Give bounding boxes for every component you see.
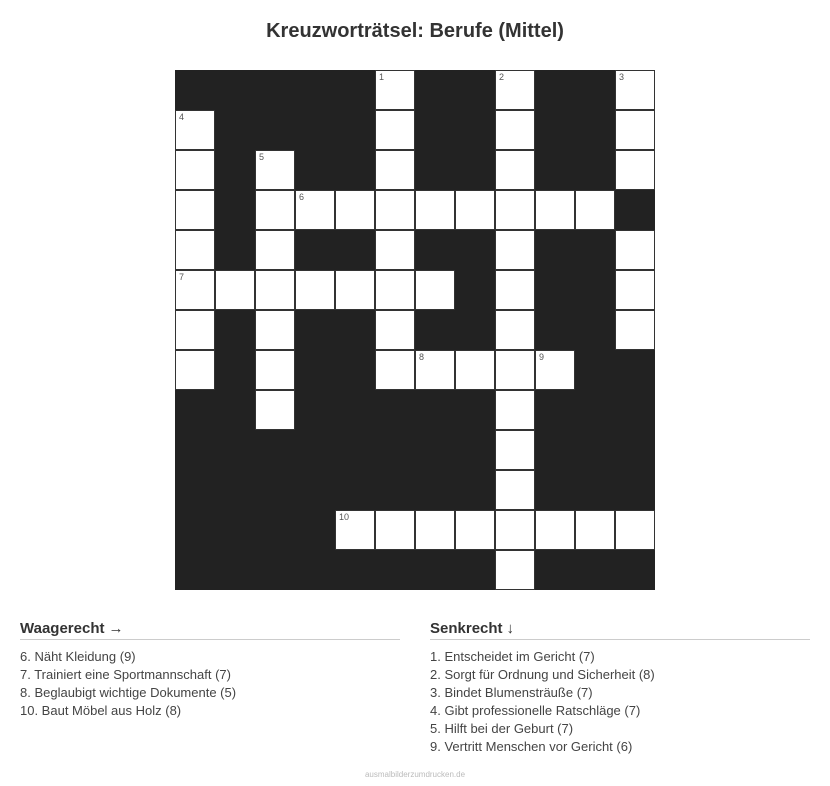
grid-block	[535, 470, 575, 510]
grid-block	[535, 430, 575, 470]
grid-cell[interactable]	[415, 190, 455, 230]
grid-cell[interactable]	[455, 510, 495, 550]
grid-block	[215, 470, 255, 510]
across-clue: 8. Beglaubigt wichtige Dokumente (5)	[20, 685, 237, 700]
grid-block	[295, 310, 335, 350]
grid-cell[interactable]	[335, 510, 375, 550]
grid-cell[interactable]	[575, 190, 615, 230]
across-heading-label: Waagerecht	[20, 620, 105, 637]
grid-block	[455, 110, 495, 150]
grid-cell[interactable]	[415, 270, 455, 310]
grid-cell[interactable]	[495, 270, 535, 310]
down-clue: 3. Bindet Blumensträuße (7)	[430, 685, 593, 700]
grid-block	[575, 270, 615, 310]
crossword-grid	[175, 70, 655, 590]
grid-block	[295, 470, 335, 510]
clue-number: 5	[259, 152, 265, 162]
grid-cell[interactable]	[375, 310, 415, 350]
grid-block	[455, 310, 495, 350]
grid-cell[interactable]	[495, 430, 535, 470]
grid-cell[interactable]	[375, 110, 415, 150]
grid-cell[interactable]	[495, 350, 535, 390]
grid-cell[interactable]	[255, 390, 295, 430]
down-clue: 4. Gibt professionelle Ratschläge (7)	[430, 703, 641, 718]
clue-number: 4	[179, 112, 185, 122]
down-clue: 9. Vertritt Menschen vor Gericht (6)	[430, 739, 633, 754]
grid-block	[335, 110, 375, 150]
grid-block	[175, 430, 215, 470]
grid-block	[615, 390, 655, 430]
down-heading-label: Senkrecht	[430, 620, 503, 637]
across-clue-list	[20, 648, 400, 720]
grid-cell[interactable]	[615, 70, 655, 110]
grid-block	[255, 510, 295, 550]
grid-block	[295, 350, 335, 390]
clue-number: 9	[539, 352, 545, 362]
grid-block	[415, 150, 455, 190]
grid-block	[255, 110, 295, 150]
grid-block	[535, 390, 575, 430]
grid-cell[interactable]	[295, 190, 335, 230]
grid-block	[535, 270, 575, 310]
grid-cell[interactable]	[375, 270, 415, 310]
grid-cell[interactable]	[255, 310, 295, 350]
grid-block	[415, 70, 455, 110]
grid-cell[interactable]	[375, 510, 415, 550]
grid-cell[interactable]	[495, 150, 535, 190]
grid-block	[335, 70, 375, 110]
grid-block	[335, 230, 375, 270]
grid-cell[interactable]	[415, 350, 455, 390]
grid-block	[215, 350, 255, 390]
grid-block	[375, 470, 415, 510]
grid-block	[615, 550, 655, 590]
grid-block	[335, 350, 375, 390]
grid-block	[575, 70, 615, 110]
across-heading	[20, 620, 400, 640]
clue-number: 8	[419, 352, 425, 362]
clue-number: 10	[339, 512, 350, 522]
grid-block	[575, 390, 615, 430]
clue-number: 3	[619, 72, 625, 82]
grid-block	[215, 550, 255, 590]
grid-block	[295, 110, 335, 150]
arrow-right-icon: →	[108, 620, 124, 637]
across-clue: 7. Trainiert eine Sportmannschaft (7)	[20, 667, 231, 682]
grid-block	[335, 430, 375, 470]
grid-cell[interactable]	[375, 190, 415, 230]
grid-block	[415, 470, 455, 510]
grid-block	[215, 190, 255, 230]
grid-block	[535, 150, 575, 190]
grid-block	[455, 390, 495, 430]
grid-block	[295, 150, 335, 190]
grid-block	[295, 70, 335, 110]
clue-number: 6	[299, 192, 305, 202]
grid-cell[interactable]	[175, 230, 215, 270]
grid-block	[415, 550, 455, 590]
grid-block	[295, 390, 335, 430]
grid-block	[335, 390, 375, 430]
grid-cell[interactable]	[375, 150, 415, 190]
grid-block	[615, 190, 655, 230]
page-title: Kreuzworträtsel: Berufe (Mittel)	[266, 20, 564, 42]
grid-block	[175, 70, 215, 110]
grid-block	[255, 70, 295, 110]
grid-block	[415, 230, 455, 270]
grid-cell[interactable]	[175, 350, 215, 390]
down-clues-section	[430, 620, 810, 756]
grid-cell[interactable]	[175, 310, 215, 350]
down-clue: 2. Sorgt für Ordnung und Sicherheit (8)	[430, 667, 655, 682]
grid-block	[335, 550, 375, 590]
grid-block	[215, 390, 255, 430]
grid-block	[535, 230, 575, 270]
grid-block	[455, 550, 495, 590]
grid-block	[535, 550, 575, 590]
grid-block	[575, 230, 615, 270]
grid-cell[interactable]	[495, 510, 535, 550]
footer-credit: ausmalbilderzumdrucken.de	[364, 770, 466, 779]
grid-cell[interactable]	[495, 230, 535, 270]
across-clue: 6. Näht Kleidung (9)	[20, 649, 136, 664]
grid-block	[295, 430, 335, 470]
grid-block	[455, 70, 495, 110]
grid-cell[interactable]	[255, 350, 295, 390]
grid-block	[575, 470, 615, 510]
grid-block	[415, 430, 455, 470]
grid-cell[interactable]	[255, 270, 295, 310]
grid-block	[415, 110, 455, 150]
grid-cell[interactable]	[495, 390, 535, 430]
grid-block	[415, 390, 455, 430]
grid-block	[575, 150, 615, 190]
grid-cell[interactable]	[615, 510, 655, 550]
grid-block	[455, 430, 495, 470]
grid-cell[interactable]	[615, 230, 655, 270]
down-clue: 5. Hilft bei der Geburt (7)	[430, 721, 574, 736]
grid-block	[455, 470, 495, 510]
grid-block	[615, 430, 655, 470]
grid-cell[interactable]	[535, 350, 575, 390]
grid-block	[175, 470, 215, 510]
grid-block	[615, 350, 655, 390]
grid-block	[215, 310, 255, 350]
grid-cell[interactable]	[615, 270, 655, 310]
grid-block	[215, 510, 255, 550]
grid-block	[375, 550, 415, 590]
grid-cell[interactable]	[535, 510, 575, 550]
grid-cell[interactable]	[615, 310, 655, 350]
grid-block	[175, 510, 215, 550]
grid-block	[175, 550, 215, 590]
down-clue: 1. Entscheidet im Gericht (7)	[430, 649, 595, 664]
grid-block	[535, 110, 575, 150]
grid-block	[215, 230, 255, 270]
grid-cell[interactable]	[335, 190, 375, 230]
down-heading	[430, 620, 810, 640]
grid-cell[interactable]	[495, 190, 535, 230]
down-clue-list	[430, 648, 810, 756]
grid-cell[interactable]	[175, 110, 215, 150]
grid-cell[interactable]	[455, 350, 495, 390]
grid-cell[interactable]	[255, 230, 295, 270]
grid-cell[interactable]	[495, 310, 535, 350]
grid-block	[535, 70, 575, 110]
grid-block	[575, 110, 615, 150]
grid-cell[interactable]	[215, 270, 255, 310]
grid-cell[interactable]	[615, 110, 655, 150]
grid-cell[interactable]	[575, 510, 615, 550]
grid-block	[575, 550, 615, 590]
grid-cell[interactable]	[295, 270, 335, 310]
grid-block	[335, 150, 375, 190]
grid-cell[interactable]	[455, 190, 495, 230]
grid-block	[295, 510, 335, 550]
grid-cell[interactable]	[255, 190, 295, 230]
grid-cell[interactable]	[175, 150, 215, 190]
grid-cell[interactable]	[495, 470, 535, 510]
grid-cell[interactable]	[175, 270, 215, 310]
grid-block	[255, 470, 295, 510]
grid-cell[interactable]	[375, 230, 415, 270]
grid-block	[455, 150, 495, 190]
grid-cell[interactable]	[495, 70, 535, 110]
grid-cell[interactable]	[175, 190, 215, 230]
across-clues-section	[20, 620, 400, 720]
grid-cell[interactable]	[375, 70, 415, 110]
clue-number: 1	[379, 72, 385, 82]
grid-block	[375, 390, 415, 430]
grid-cell[interactable]	[615, 150, 655, 190]
grid-block	[255, 430, 295, 470]
clue-number: 2	[499, 72, 505, 82]
grid-block	[335, 470, 375, 510]
grid-block	[215, 110, 255, 150]
grid-cell[interactable]	[495, 110, 535, 150]
arrow-down-icon: ↓	[506, 620, 515, 637]
grid-block	[575, 310, 615, 350]
grid-cell[interactable]	[495, 550, 535, 590]
grid-block	[255, 550, 295, 590]
grid-block	[575, 430, 615, 470]
grid-cell[interactable]	[255, 150, 295, 190]
grid-block	[175, 390, 215, 430]
grid-block	[615, 470, 655, 510]
grid-block	[295, 230, 335, 270]
grid-cell[interactable]	[375, 350, 415, 390]
grid-block	[375, 430, 415, 470]
grid-cell[interactable]	[415, 510, 455, 550]
grid-block	[455, 270, 495, 310]
grid-block	[335, 310, 375, 350]
grid-cell[interactable]	[535, 190, 575, 230]
grid-block	[215, 150, 255, 190]
across-clue: 10. Baut Möbel aus Holz (8)	[20, 703, 182, 718]
grid-block	[215, 70, 255, 110]
grid-cell[interactable]	[335, 270, 375, 310]
grid-block	[455, 230, 495, 270]
grid-block	[215, 430, 255, 470]
grid-block	[535, 310, 575, 350]
grid-block	[415, 310, 455, 350]
grid-block	[575, 350, 615, 390]
clue-number: 7	[179, 272, 185, 282]
grid-block	[295, 550, 335, 590]
